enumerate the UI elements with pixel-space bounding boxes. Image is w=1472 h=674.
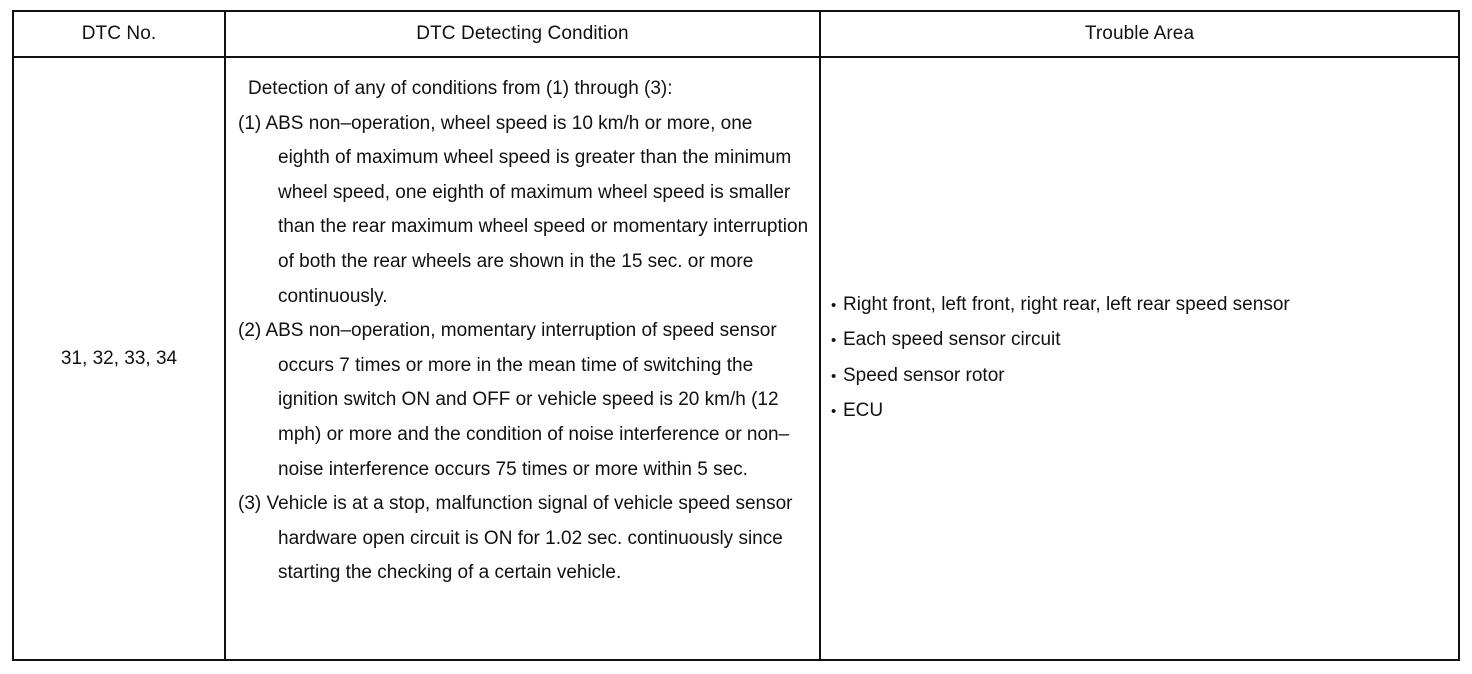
bullet-icon: • bbox=[831, 332, 837, 349]
list-item bbox=[831, 323, 1458, 359]
trouble-area-item-4: ECU bbox=[843, 400, 884, 421]
trouble-area-item-1: Right front, left front, right rear, left rear speed sensor bbox=[843, 293, 1290, 315]
bullet-icon: • bbox=[831, 296, 837, 314]
condition-intro: Detection of any of conditions from (1) through (3): bbox=[248, 78, 673, 99]
header-dtc-no: DTC No. bbox=[13, 11, 225, 57]
condition-item-2: (2) ABS non–operation, momentary interruption of speed sensor occurs 7 times or more in the mean time of switching the ignition switch ON and OFF or vehicle speed is 20 km/h (12 mph) or more and the condition of noise interference or non–noise interference occurs 75 times or more within 5 sec. bbox=[238, 320, 790, 480]
list-item bbox=[831, 359, 1458, 395]
trouble-area-cell bbox=[820, 57, 1459, 660]
list-item bbox=[831, 394, 1458, 430]
bullet-icon: • bbox=[831, 367, 837, 385]
trouble-area-item-3: Speed sensor rotor bbox=[843, 364, 1005, 386]
table-row bbox=[13, 57, 1459, 660]
list-item bbox=[831, 288, 1458, 324]
condition-item-1: (1) ABS non–operation, wheel speed is 10 km/h or more, one eighth of maximum wheel speed is greater than the minimum wheel speed, one eighth of maximum wheel speed is smaller than the rear maximum wheel speed or momentary interruption of both the rear wheels are shown in the 15 sec. or more continuously. bbox=[238, 112, 809, 307]
bullet-icon: • bbox=[831, 403, 837, 420]
condition-item-3: (3) Vehicle is at a stop, malfunction signal of vehicle speed sensor hardware open circuit is ON for 1.02 sec. continuously since starting the checking of a certain vehicle. bbox=[238, 493, 793, 584]
header-trouble-area: Trouble Area bbox=[820, 11, 1459, 57]
trouble-area-item-2: Each speed sensor circuit bbox=[843, 329, 1061, 350]
detecting-condition-cell bbox=[225, 57, 820, 660]
trouble-area-list bbox=[821, 288, 1458, 430]
header-detecting-condition: DTC Detecting Condition bbox=[225, 11, 820, 57]
header-row bbox=[13, 11, 1459, 57]
dtc-table bbox=[12, 10, 1460, 661]
condition-text bbox=[226, 58, 819, 591]
dtc-no-cell: 31, 32, 33, 34 bbox=[13, 57, 225, 660]
